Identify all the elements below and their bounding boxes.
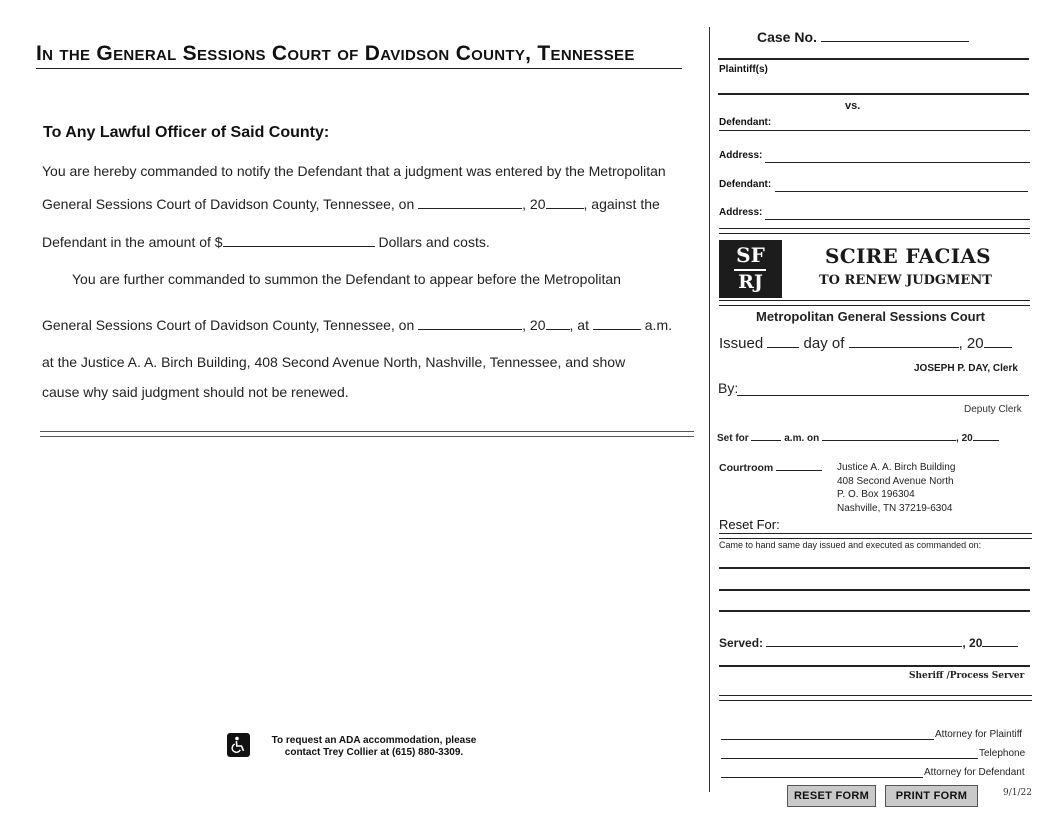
judgment-year-field[interactable] bbox=[546, 195, 584, 209]
form-revision-date: 9/1/22 bbox=[1003, 788, 1032, 798]
title-underline bbox=[36, 68, 682, 69]
served-line: Served: , 20 bbox=[719, 635, 1018, 650]
defendant-1-label: Defendant: bbox=[719, 117, 772, 128]
appearance-year-field[interactable] bbox=[546, 316, 570, 330]
reset-for-field[interactable] bbox=[719, 533, 1032, 534]
metro-court-heading: Metropolitan General Sessions Court bbox=[756, 309, 985, 324]
header-rule-bottom-b bbox=[719, 305, 1030, 306]
deputy-clerk-label: Deputy Clerk bbox=[964, 404, 1022, 415]
footer-rule-a bbox=[719, 695, 1032, 696]
appearance-date-field[interactable] bbox=[418, 316, 522, 330]
telephone-field[interactable] bbox=[721, 758, 978, 759]
address-1-label: Address: bbox=[719, 150, 763, 161]
ada-notice: To request an ADA accommodation, please contact Trey Collier at (615) 880-3309. bbox=[271, 735, 477, 758]
defendant-2-label: Defendant: bbox=[719, 179, 772, 190]
body-line-3: Defendant in the amount of $ Dollars and costs. bbox=[42, 234, 490, 250]
vertical-separator bbox=[709, 27, 710, 792]
execution-line-3[interactable] bbox=[719, 610, 1030, 612]
case-number-field[interactable] bbox=[821, 28, 969, 42]
appearance-time-field[interactable] bbox=[593, 316, 641, 330]
issued-line: Issued day of , 20 bbox=[719, 334, 1012, 352]
body-line-7: cause why said judgment should not be renewed. bbox=[42, 384, 349, 400]
by-label: By: bbox=[718, 380, 739, 396]
form-subtitle: TO RENEW JUDGMENT bbox=[819, 273, 992, 288]
address-1-field[interactable] bbox=[765, 162, 1030, 163]
address-2-field[interactable] bbox=[765, 219, 1030, 220]
plaintiffs-field[interactable] bbox=[718, 93, 1029, 95]
telephone-label: Telephone bbox=[979, 748, 1026, 759]
body-line-6: at the Justice A. A. Birch Building, 408 Second Avenue North, Nashville, Tennessee, and show bbox=[42, 354, 626, 370]
reset-form-button[interactable]: RESET FORM bbox=[787, 785, 876, 807]
plaintiffs-label: Plaintiff(s) bbox=[719, 64, 768, 75]
execution-line-1[interactable] bbox=[719, 567, 1030, 569]
sheriff-signature-field[interactable] bbox=[719, 665, 1030, 667]
vs-label: vs. bbox=[845, 100, 861, 112]
header-rule-top-b bbox=[719, 233, 1030, 234]
wheelchair-icon bbox=[227, 733, 250, 757]
body-line-5: General Sessions Court of Davidson County, Tennessee, on , 20 , at a.m. bbox=[42, 317, 672, 333]
issued-day-field[interactable] bbox=[767, 334, 799, 348]
body-line-2: General Sessions Court of Davidson County, Tennessee, on , 20 , against the bbox=[42, 196, 660, 212]
reset-for-rule bbox=[719, 538, 1032, 539]
served-year-field[interactable] bbox=[982, 635, 1018, 647]
print-form-button[interactable]: PRINT FORM bbox=[885, 785, 978, 807]
set-for-time-field[interactable] bbox=[751, 431, 781, 441]
attorney-defendant-field[interactable] bbox=[721, 777, 923, 778]
sf-rj-logo: SF RJ bbox=[719, 240, 782, 298]
issued-month-field[interactable] bbox=[849, 334, 959, 348]
issued-year-field[interactable] bbox=[984, 334, 1012, 348]
courtroom-line: Courtroom bbox=[719, 460, 822, 474]
greeting-heading: To Any Lawful Officer of Said County: bbox=[43, 124, 330, 141]
attorney-plaintiff-label: Attorney for Plaintiff bbox=[935, 729, 1023, 740]
court-title: In the General Sessions Court of Davidson County, Tennessee bbox=[36, 42, 635, 65]
judgment-amount-field[interactable] bbox=[223, 233, 375, 247]
form-title: SCIRE FACIAS bbox=[825, 244, 991, 268]
header-rule-bottom-a bbox=[719, 300, 1030, 301]
court-address: Justice A. A. Birch Building 408 Second Avenue North P. O. Box 196304 Nashville, TN 37219-6304 bbox=[837, 462, 956, 514]
footer-rule-b bbox=[719, 700, 1032, 701]
case-number-label: Case No. bbox=[757, 28, 969, 45]
attorney-defendant-label: Attorney for Defendant bbox=[924, 767, 1025, 778]
section-divider bbox=[40, 431, 694, 437]
execution-line-2[interactable] bbox=[719, 589, 1030, 591]
sheriff-label: Sheriff /Process Server bbox=[909, 671, 1025, 681]
served-date-field[interactable] bbox=[766, 635, 962, 647]
courtroom-field[interactable] bbox=[776, 460, 822, 471]
case-rule bbox=[718, 58, 1029, 60]
defendant-1-field[interactable] bbox=[719, 130, 1030, 131]
attorney-plaintiff-field[interactable] bbox=[721, 739, 934, 740]
reset-for-label: Reset For: bbox=[719, 517, 780, 532]
defendant-2-field[interactable] bbox=[775, 191, 1028, 192]
header-rule-top-a bbox=[719, 228, 1030, 229]
set-for-line: Set for a.m. on , 20 bbox=[717, 431, 999, 444]
body-line-4: You are further commanded to summon the Defendant to appear before the Metropolitan bbox=[72, 271, 621, 287]
clerk-name: JOSEPH P. DAY, Clerk bbox=[914, 363, 1018, 374]
address-2-label: Address: bbox=[719, 207, 763, 218]
body-line-1: You are hereby commanded to notify the Defendant that a judgment was entered by the Metropolitan bbox=[42, 163, 666, 179]
judgment-date-field[interactable] bbox=[418, 195, 522, 209]
set-for-date-field[interactable] bbox=[822, 431, 956, 441]
came-to-hand-text: Came to hand same day issued and executed as commanded on: bbox=[719, 540, 982, 550]
deputy-signature-field[interactable] bbox=[737, 395, 1029, 396]
set-for-year-field[interactable] bbox=[973, 431, 999, 441]
